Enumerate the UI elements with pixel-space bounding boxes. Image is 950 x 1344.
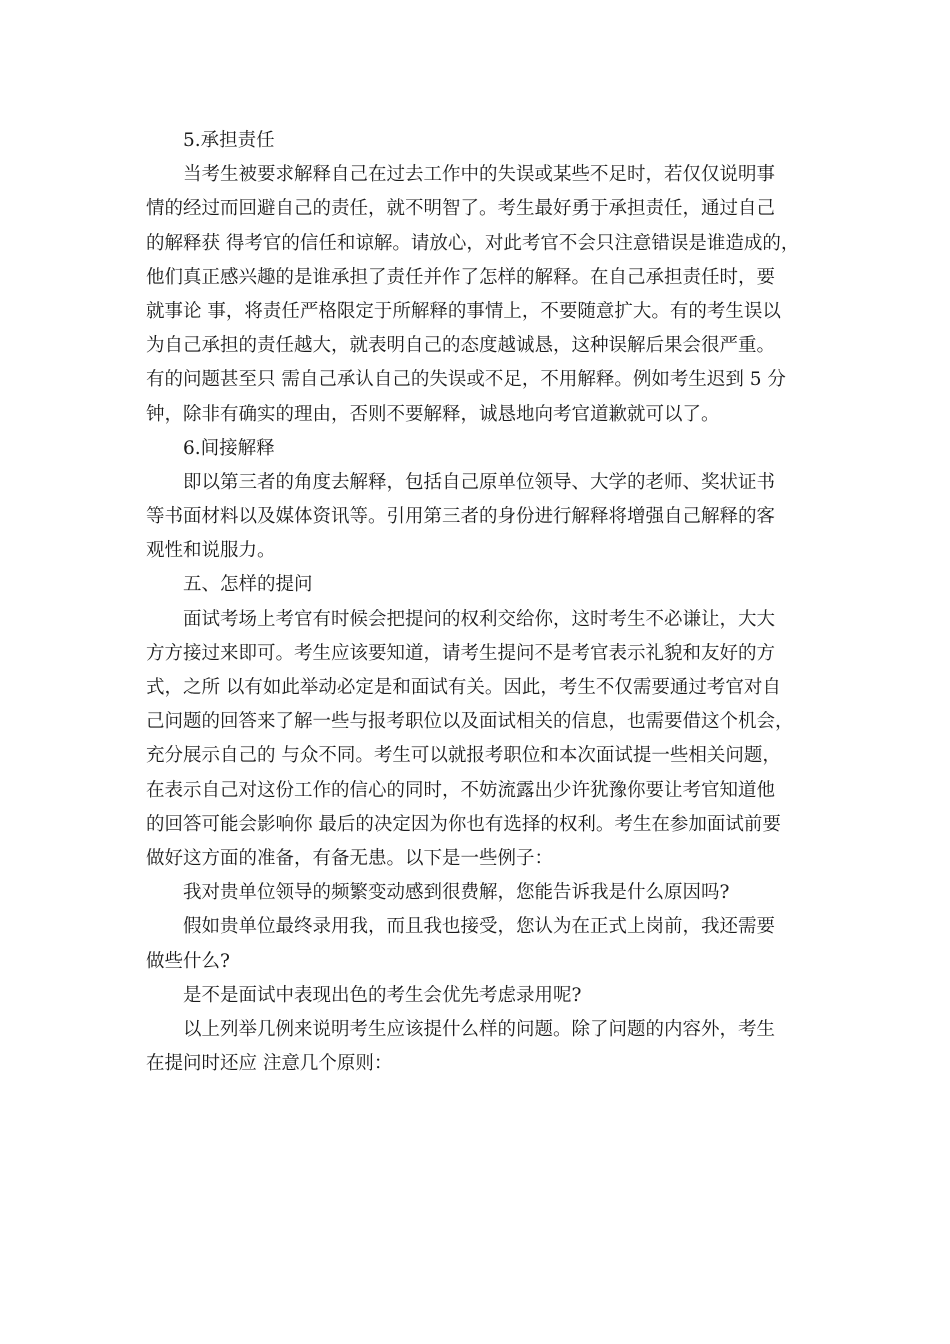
text-line: 有的问题甚至只 需自己承认自己的失误或不足，不用解释。例如考生迟到 5 分 <box>146 369 786 391</box>
text-line: 方方接过来即可。考生应该要知道，请考生提问不是考官表示礼貌和友好的方 <box>146 642 776 664</box>
text-line: 为自己承担的责任越大，就表明自己的态度越诚恳，这种误解后果会很严重。 <box>146 335 776 357</box>
text-line: 五、怎样的提问 <box>183 574 313 596</box>
text-line: 面试考场上考官有时候会把提问的权利交给你，这时考生不必谦让，大大 <box>183 608 776 630</box>
text-line: 己问题的回答来了解一些与报考职位以及面试相关的信息，也需要借这个机会， <box>146 711 794 733</box>
text-line: 的回答可能会影响你 最后的决定因为你也有选择的权利。考生在参加面试前要 <box>146 813 781 835</box>
document-page <box>146 124 808 1081</box>
text-line: 情的经过而回避自己的责任，就不明智了。考生最好勇于承担责任，通过自己 <box>146 198 776 220</box>
text-line: 钟，除非有确实的理由，否则不要解释，诚恳地向考官道歉就可以了。 <box>146 403 720 425</box>
text-line: 假如贵单位最终录用我，而且我也接受，您认为在正式上岗前，我还需要 <box>183 916 776 938</box>
text-line: 式，之所 以有如此举动必定是和面试有关。因此，考生不仅需要通过考官对自 <box>146 677 781 698</box>
text-line: 以上列举几例来说明考生应该提什么样的问题。除了问题的内容外，考生 <box>183 1018 776 1040</box>
text-line: 即以第三者的角度去解释，包括自己原单位领导、大学的老师、奖状证书 <box>183 471 776 493</box>
text-line: 当考生被要求解释自己在过去工作中的失误或某些不足时，若仅仅说明事 <box>183 164 776 186</box>
text-line: 他们真正感兴趣的是谁承担了责任并作了怎样的解释。在自己承担责任时，要 <box>146 266 776 288</box>
text-line: 我对贵单位领导的频繁变动感到很费解，您能告诉我是什么原因吗? <box>183 882 730 904</box>
text-line: 5.承担责任 <box>183 130 275 151</box>
text-line: 等书面材料以及媒体资讯等。引用第三者的身份进行解释将增强自己解释的客 <box>146 506 776 528</box>
text-line: 做些什么? <box>146 950 230 972</box>
text-line: 观性和说服力。 <box>146 540 276 562</box>
text-line: 就事论 事，将责任严格限定于所解释的事情上，不要随意扩大。有的考生误以 <box>146 300 781 322</box>
text-line: 做好这方面的准备，有备无患。以下是一些例子： <box>146 847 554 869</box>
text-line: 6.间接解释 <box>183 437 275 459</box>
text-line: 在提问时还应 注意几个原则： <box>146 1053 393 1075</box>
text-line: 是不是面试中表现出色的考生会优先考虑录用呢? <box>183 984 582 1006</box>
text-line: 在表示自己对这份工作的信心的同时，不妨流露出少许犹豫你要让考官知道他 <box>146 779 776 801</box>
text-line: 充分展示自己的 与众不同。考生可以就报考职位和本次面试提一些相关问题， <box>146 745 781 767</box>
text-line: 的解释获 得考官的信任和谅解。请放心，对此考官不会只注意错误是谁造成的， <box>146 232 800 254</box>
